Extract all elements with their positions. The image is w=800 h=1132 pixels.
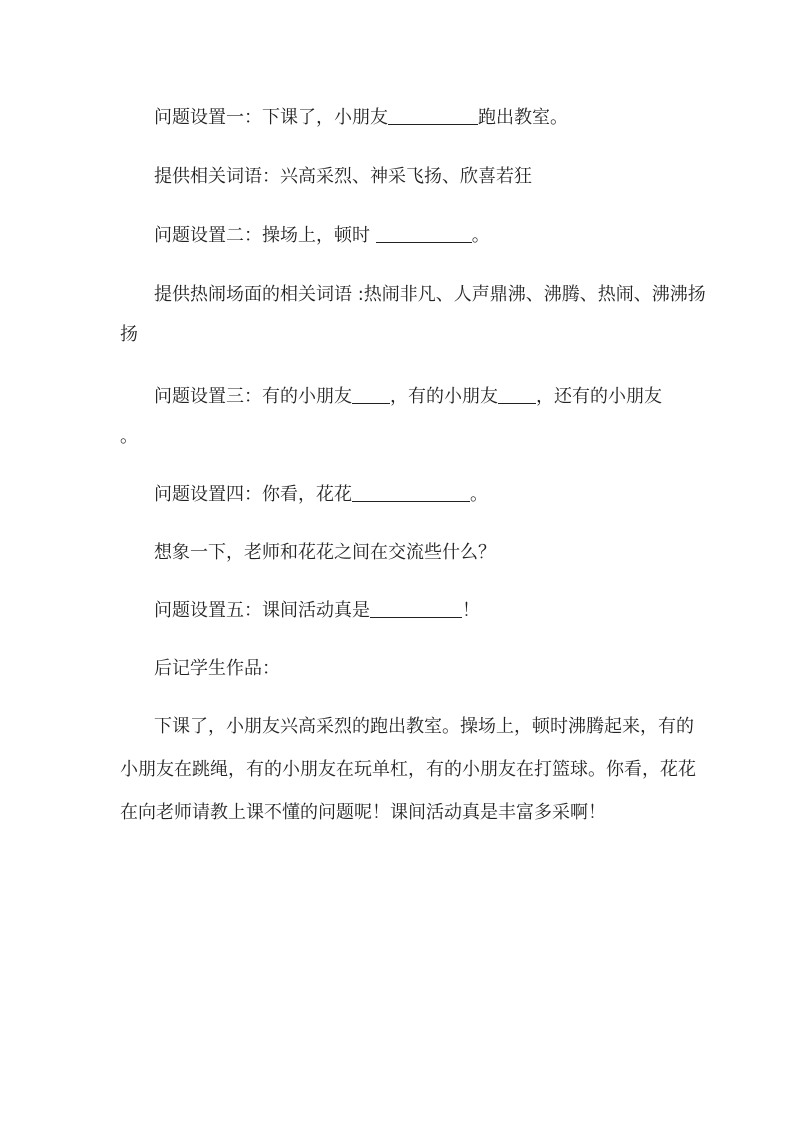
question-1-word-hints: 提供相关词语：兴高采烈、神采飞扬、欣喜若狂 — [154, 166, 532, 187]
question-3-text-2: ，有的小朋友 — [390, 386, 498, 407]
question-2 — [120, 216, 724, 256]
answer-blank-1 — [388, 106, 478, 125]
question-2-word-hints-cont: 扬 — [120, 324, 138, 345]
essay-line-2: 小朋友在跳绳，有的小朋友在玩单杠，有的小朋友在打篮球。你看，花花 — [120, 759, 696, 780]
question-5 — [120, 591, 724, 631]
essay-line-1: 下课了，小朋友兴高采烈的跑出教室。操场上，顿时沸腾起来，有的 — [154, 716, 694, 737]
question-3-text-1: 问题设置三：有的小朋友 — [154, 386, 352, 407]
question-3-end: 。 — [120, 426, 138, 447]
question-2-text: 问题设置二：操场上，顿时 — [154, 225, 376, 246]
answer-blank-4 — [352, 483, 470, 502]
question-4-text: 问题设置四：你看，花花 — [154, 484, 352, 505]
answer-blank-2 — [376, 224, 472, 243]
essay-line-3: 在向老师请教上课不懂的问题呢！课间活动真是丰富多采啊！ — [120, 802, 606, 823]
question-1 — [120, 98, 724, 138]
question-2-word-hints-line-1: 提供热闹场面的相关词语 :热闹非凡、人声鼎沸、沸腾、热闹、沸沸扬 — [154, 284, 706, 305]
question-2-word-hints — [120, 275, 724, 315]
answer-blank-3a — [352, 385, 390, 404]
question-2-tail: 。 — [471, 225, 490, 246]
question-5-tail: ！ — [462, 600, 480, 621]
postscript-heading: 后记学生作品： — [154, 658, 280, 679]
question-5-text: 问题设置五：课间活动真是 — [154, 600, 370, 621]
question-4 — [120, 475, 724, 515]
question-4-tail: 。 — [470, 484, 488, 505]
answer-blank-5 — [370, 599, 462, 618]
question-1-tail: 跑出教室。 — [478, 107, 568, 128]
question-3 — [120, 377, 724, 417]
question-3-text-3: ，还有的小朋友 — [536, 386, 662, 407]
imagine-prompt: 想象一下，老师和花花之间在交流些什么？ — [154, 542, 496, 563]
question-1-text: 问题设置一：下课了，小朋友 — [154, 107, 388, 128]
answer-blank-3b — [498, 385, 536, 404]
